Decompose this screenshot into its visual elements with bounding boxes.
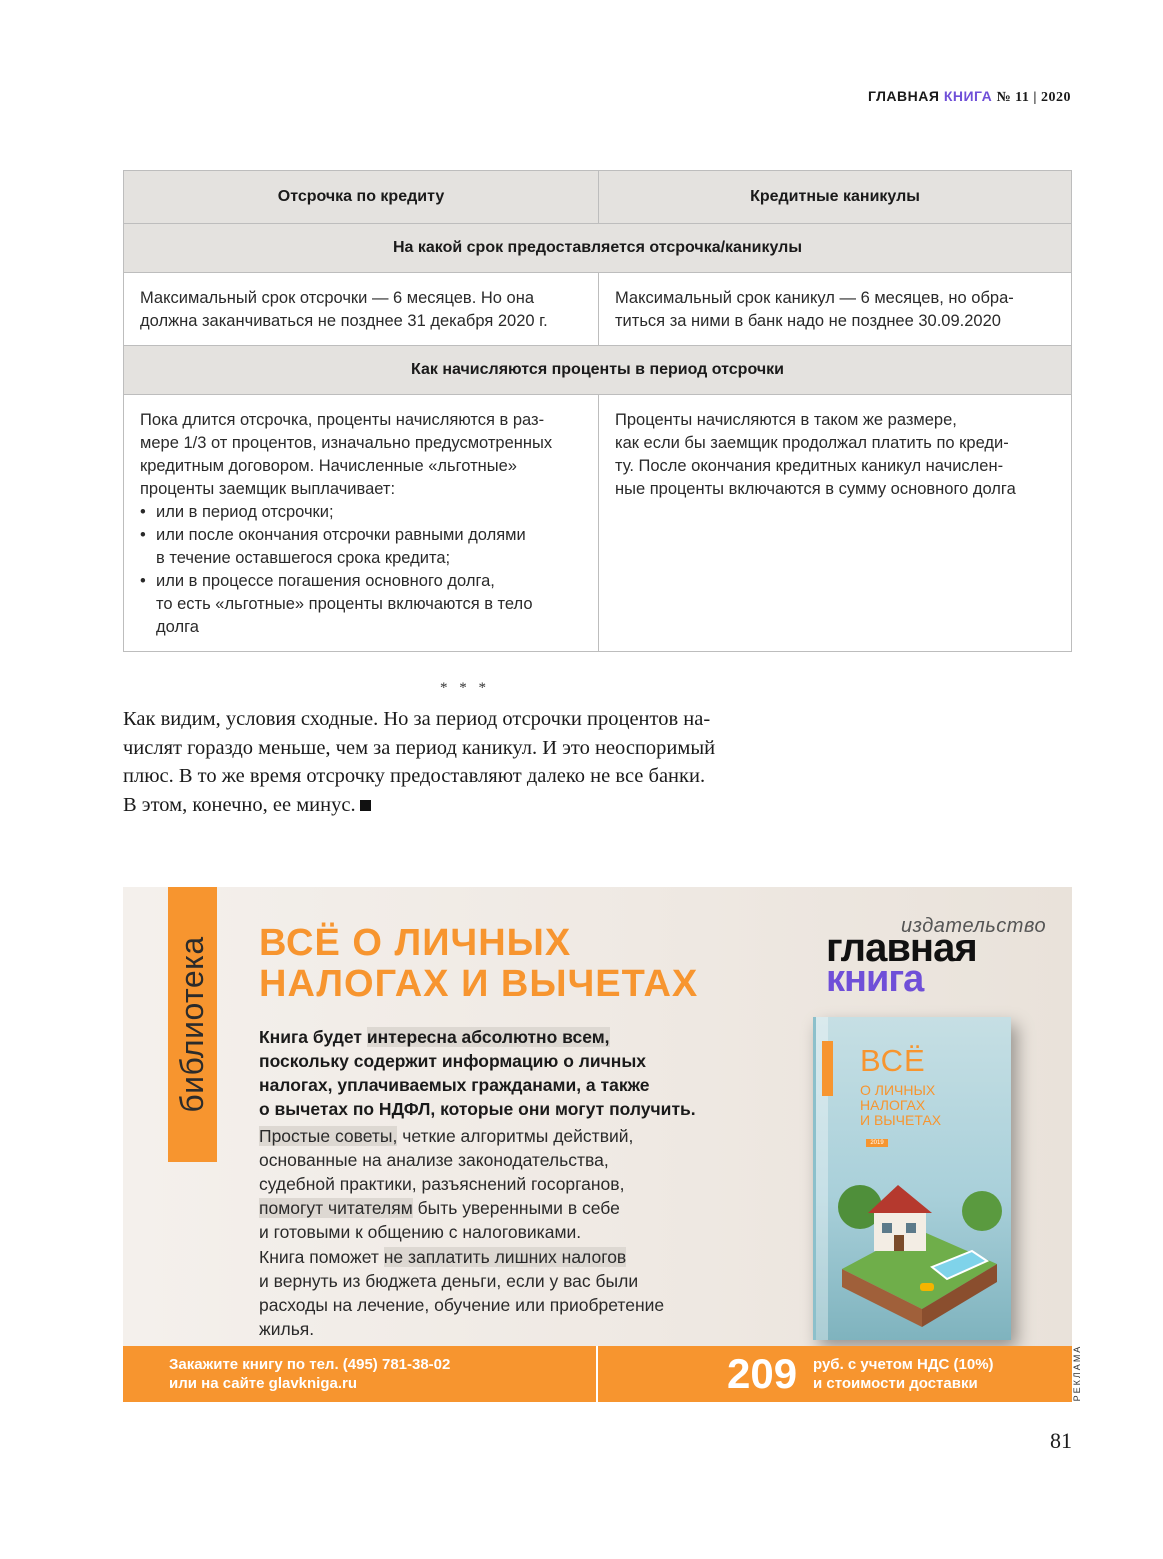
text-segment: быть уверенными в себе — [412, 1198, 620, 1218]
advertisement-marker — [1070, 1344, 1084, 1402]
table-section-row — [124, 224, 1072, 273]
text-segment: основанные на анализе законодательства, — [259, 1150, 609, 1170]
brand-accent: КНИГА — [943, 88, 993, 104]
book-cover-image — [813, 1017, 1011, 1340]
book-price: 209 — [727, 1350, 798, 1397]
text-line: и стоимости доставки — [813, 1375, 978, 1392]
text-line: НАЛОГАХ — [860, 1097, 926, 1113]
table-row — [124, 273, 1072, 346]
publisher-logo-line2: книга — [826, 958, 924, 1000]
text-segment: и готовыми к общению с налоговиками. — [259, 1222, 582, 1242]
text-line: проценты заемщик выплачивает: — [140, 480, 396, 498]
book-library-tab — [822, 1041, 833, 1096]
text-line: долга — [156, 618, 199, 636]
tree-right — [962, 1191, 1002, 1231]
house-door — [894, 1235, 904, 1251]
text-segment: налогах, уплачиваемых гражданами, а также — [259, 1075, 650, 1095]
text-line: плюс. В то же время отсрочку предоставляют далеко не все банки. — [123, 765, 706, 787]
text-line: Максимальный срок отсрочки — 6 месяцев. Но она — [140, 289, 535, 307]
book-advertisement — [123, 887, 1072, 1402]
text-line: Пока длится отсрочка, проценты начисляются в раз- — [140, 411, 545, 429]
highlighted-phrase: интересна абсолютно всем, — [366, 1027, 610, 1047]
text-line: в течение оставшегося срока кредита; — [156, 549, 451, 567]
column-header-deferral: Отсрочка по кредиту — [124, 171, 599, 224]
end-of-article-mark — [360, 800, 371, 811]
publisher-logo-line1: главная — [826, 926, 977, 970]
text-line: руб. с учетом НДС (10%) — [813, 1356, 994, 1373]
conclusion-text — [123, 708, 715, 816]
text-segment: четкие алгоритмы действий, — [397, 1126, 634, 1146]
text-line: И ВЫЧЕТАХ — [860, 1112, 942, 1128]
text-line: титься за ними в банк надо не позднее 30.09.2020 — [615, 312, 1001, 330]
library-tab-label: библиотека — [174, 936, 210, 1113]
column-header-holidays: Кредитные каникулы — [599, 171, 1072, 224]
issue-number: № 11 | 2020 — [996, 90, 1071, 105]
text-line: должна заканчиваться не позднее 31 декабря 2020 г. — [140, 312, 548, 330]
deferral-interest-text — [140, 409, 582, 501]
text-segment: Книга будет — [259, 1027, 367, 1047]
text-segment: судебной практики, разъяснений госорганов, — [259, 1174, 625, 1194]
book-cover-title: ВСЁ — [860, 1043, 926, 1078]
payment-options-list — [140, 501, 582, 639]
toy-car — [920, 1283, 934, 1291]
text-line: ные проценты включаются в сумму основного долга — [615, 480, 1016, 498]
text-line: О ЛИЧНЫХ — [860, 1082, 936, 1098]
highlighted-phrase: не заплатить лишних налогов — [383, 1247, 627, 1267]
text-line: числят гораздо меньше, чем за период каникул. И это неоспоримый — [123, 736, 716, 759]
order-bar — [123, 1346, 1072, 1402]
ad-title — [259, 923, 698, 1005]
list-item — [140, 524, 582, 570]
cell-deferral-term — [124, 273, 599, 346]
text-line: Проценты начисляются в таком же размере, — [615, 411, 957, 429]
text-line: или в период отсрочки; — [156, 503, 334, 521]
section-title-interest: Как начисляются проценты в период отсрочки — [124, 346, 1072, 395]
advertisement-marker-label: РЕКЛАМА — [1072, 1344, 1082, 1402]
text-segment: Книга поможет — [259, 1247, 384, 1267]
house-window — [906, 1223, 916, 1233]
text-line: или в процессе погашения основного долга, — [156, 572, 495, 590]
ad-benefits-paragraph — [259, 1124, 633, 1244]
highlighted-phrase: помогут читателям — [259, 1198, 413, 1218]
text-line: кредитным договором. Начисленные «льготные» — [140, 457, 517, 475]
text-line: ту. После окончания кредитных каникул начислен- — [615, 457, 1004, 475]
book-cover-year: 2019 — [866, 1139, 888, 1147]
section-separator: * * * — [440, 680, 490, 696]
ad-lead-paragraph — [259, 1025, 696, 1121]
section-title-term: На какой срок предоставляется отсрочка/каникулы — [124, 224, 1072, 273]
text-line: В этом, конечно, ее минус. — [123, 793, 356, 816]
text-line: Максимальный срок каникул — 6 месяцев, но обра- — [615, 289, 1014, 307]
running-header — [868, 88, 1071, 106]
price-note — [813, 1355, 994, 1393]
text-line: то есть «льготные» проценты включаются в тело — [156, 595, 533, 613]
library-tab — [168, 887, 217, 1162]
house-illustration — [832, 1159, 1002, 1329]
brand-main: ГЛАВНАЯ — [868, 88, 940, 104]
table-section-row — [124, 346, 1072, 395]
text-segment: поскольку содержит информацию о личных — [259, 1051, 647, 1071]
text-line: или на сайте glavkniga.ru — [169, 1375, 358, 1392]
order-contacts — [169, 1355, 450, 1393]
text-line: мере 1/3 от процентов, изначально предусмотренных — [140, 434, 553, 452]
highlighted-phrase: Простые советы, — [259, 1126, 398, 1146]
text-line: ВСЁ О ЛИЧНЫХ — [259, 922, 572, 964]
text-segment: жилья. — [259, 1319, 315, 1339]
table-row — [124, 395, 1072, 652]
house-window — [882, 1223, 892, 1233]
table-header-row — [124, 171, 1072, 224]
comparison-table — [123, 170, 1072, 652]
text-line: Закажите книгу по тел. (495) 781-38-02 — [169, 1356, 451, 1373]
text-line: как если бы заемщик продолжал платить по креди- — [615, 434, 1009, 452]
text-segment: и вернуть из бюджета деньги, если у вас были — [259, 1271, 639, 1291]
cell-holidays-term — [599, 273, 1072, 346]
page-number: 81 — [1050, 1428, 1072, 1453]
book-cover-subtitle — [860, 1083, 941, 1128]
text-line: Как видим, условия сходные. Но за период отсрочки процентов на- — [123, 708, 711, 730]
text-segment: расходы на лечение, обучение или приобретение — [259, 1295, 665, 1315]
publisher-label: издательство — [901, 915, 1047, 937]
list-item — [140, 501, 582, 524]
text-line: НАЛОГАХ И ВЫЧЕТАХ — [259, 963, 699, 1005]
text-line: или после окончания отсрочки равными долями — [156, 526, 526, 544]
conclusion-paragraph — [123, 705, 813, 819]
ad-savings-paragraph — [259, 1245, 664, 1341]
order-bar-divider — [596, 1346, 598, 1402]
cell-holidays-interest — [599, 395, 1072, 652]
list-item — [140, 570, 582, 639]
cell-deferral-interest — [124, 395, 599, 652]
text-segment: о вычетах по НДФЛ, которые они могут получить. — [259, 1099, 696, 1119]
